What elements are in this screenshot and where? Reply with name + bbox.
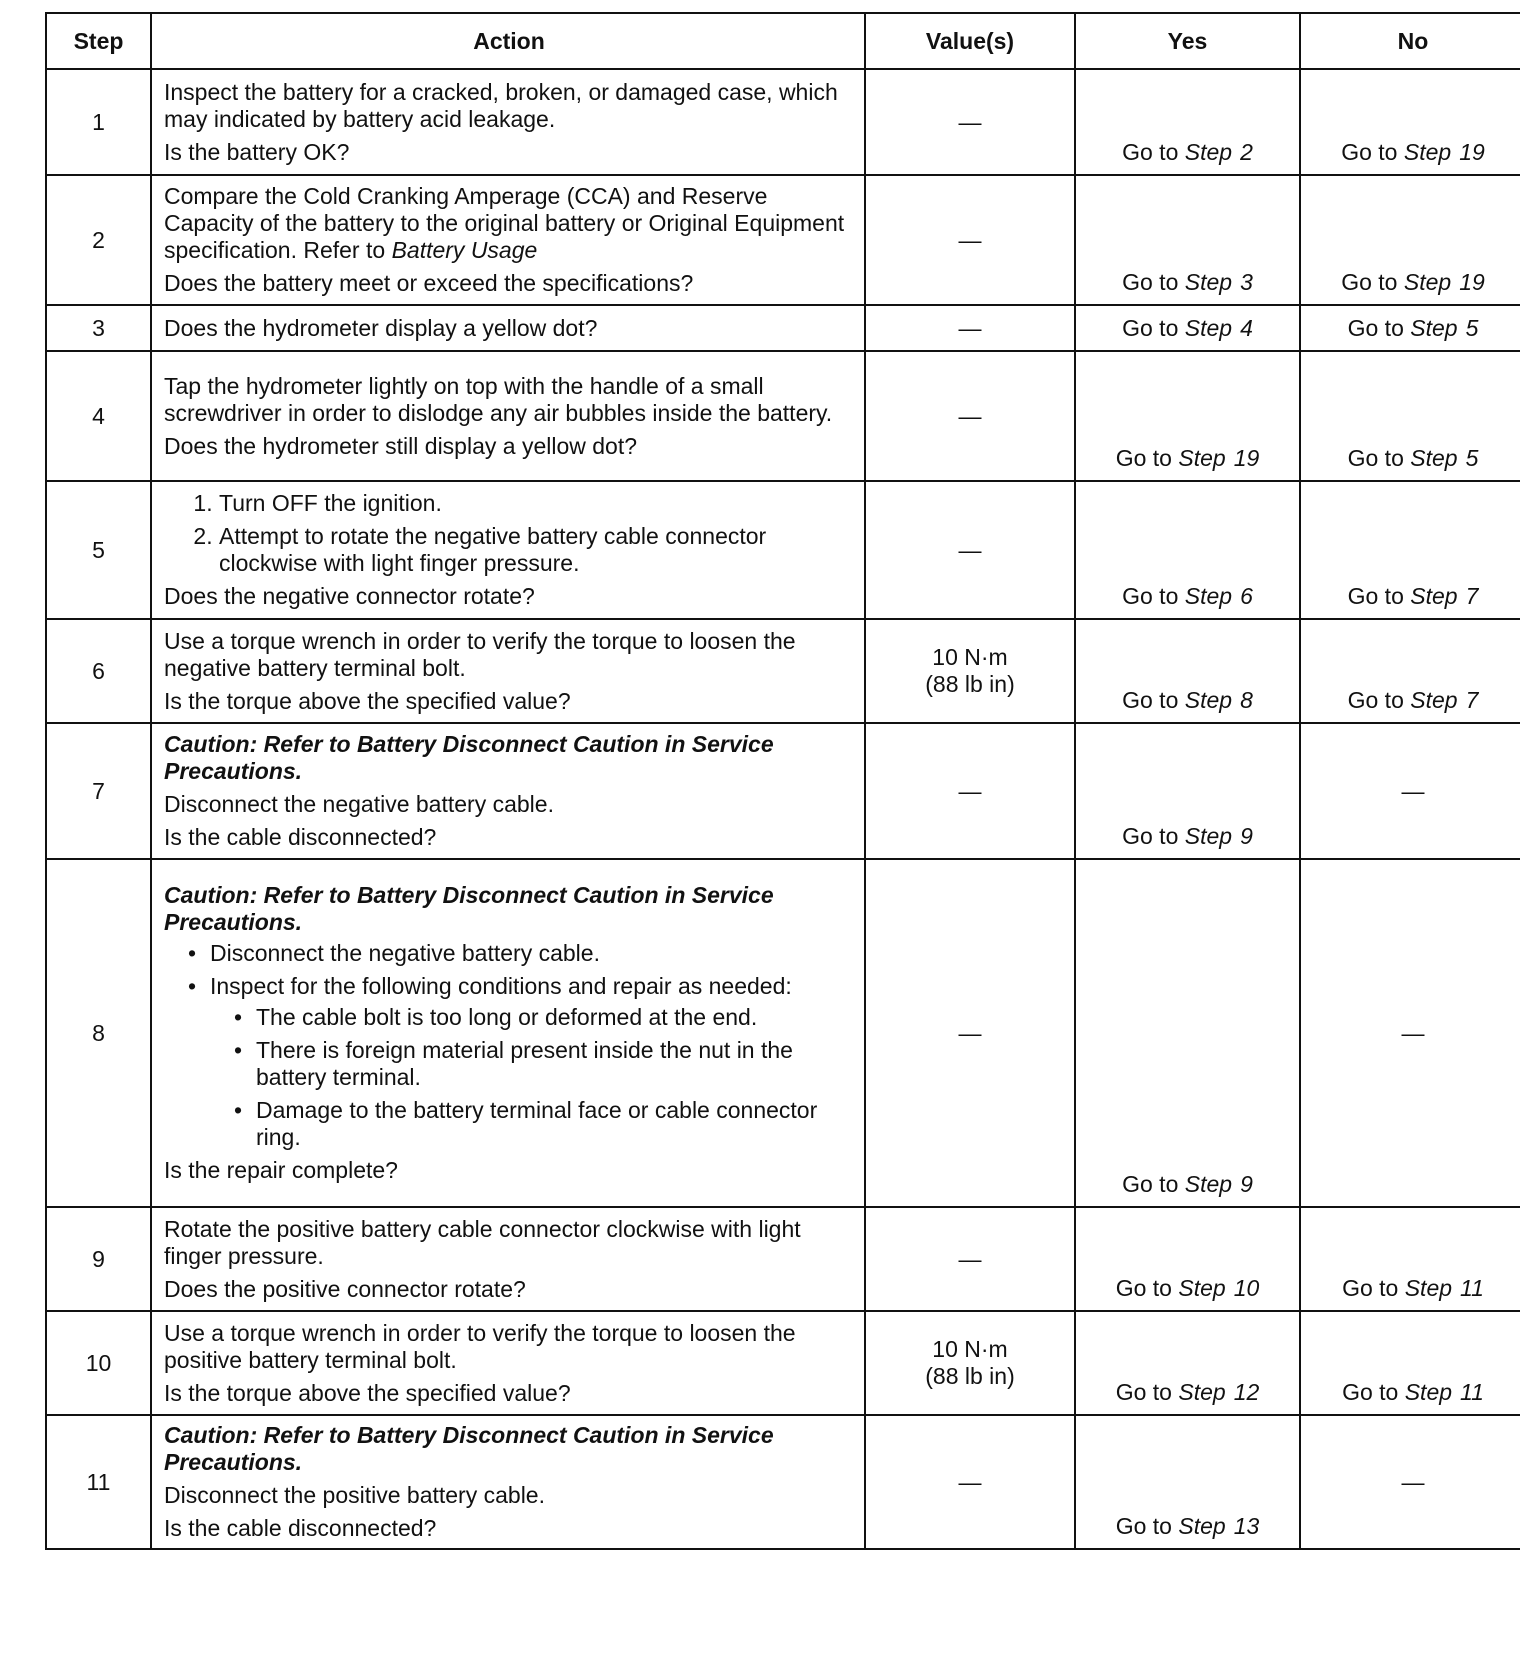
- step-number: 9: [46, 1207, 151, 1311]
- goto-prefix: Go to: [1347, 583, 1411, 609]
- no-dash: —: [1401, 1019, 1425, 1046]
- goto-link[interactable]: [1076, 1171, 1299, 1198]
- action-cell: [151, 305, 865, 351]
- no-cell: [1300, 859, 1520, 1207]
- table-row: [46, 351, 1520, 481]
- list-item: • There is foreign material present inside the nut in the battery terminal.: [256, 1037, 854, 1091]
- step-number: 6: [46, 619, 151, 723]
- no-cell: [1300, 481, 1520, 619]
- question-text: Is the cable disconnected?: [164, 1515, 437, 1541]
- goto-link[interactable]: [1076, 1275, 1299, 1302]
- yes-cell: [1075, 69, 1300, 175]
- goto-step-word: Step: [1184, 583, 1233, 609]
- caution-note: Caution: Refer to Battery Disconnect Caution in Service Precautions.: [164, 731, 774, 784]
- value-dash: —: [958, 108, 982, 135]
- goto-prefix: Go to: [1115, 1513, 1179, 1539]
- no-cell: [1300, 1415, 1520, 1549]
- goto-link[interactable]: [1301, 269, 1520, 296]
- header-values: Value(s): [865, 13, 1075, 69]
- step-number: 1: [46, 69, 151, 175]
- diagnostic-table: [45, 12, 1520, 1550]
- value-cell: [865, 1207, 1075, 1311]
- value-dash: —: [958, 1019, 982, 1046]
- action-text: Tap the hydrometer lightly on top with the handle of a small screwdriver in order to dislodge any air bubbles inside the battery.: [164, 372, 833, 426]
- value-cell: [865, 1311, 1075, 1415]
- header-step: Step: [46, 13, 151, 69]
- yes-cell: [1075, 1207, 1300, 1311]
- action-text: Compare the Cold Cranking Amperage (CCA) and Reserve Capacity of the battery to the original battery or Original Equipment specification. Refer to Battery Usage: [164, 183, 845, 263]
- goto-link[interactable]: [1076, 139, 1299, 166]
- goto-prefix: Go to: [1115, 1379, 1179, 1405]
- action-cell: [151, 723, 865, 859]
- goto-step-number: 5: [1465, 445, 1479, 471]
- goto-prefix: Go to: [1122, 687, 1185, 713]
- yes-cell: [1075, 1415, 1300, 1549]
- goto-prefix: Go to: [1122, 583, 1185, 609]
- no-dash: —: [1401, 777, 1425, 804]
- bullet-list: [164, 940, 854, 1151]
- question-text: Is the torque above the specified value?: [164, 687, 571, 714]
- goto-link[interactable]: [1301, 315, 1520, 342]
- value-cell: [865, 619, 1075, 723]
- no-cell: [1300, 619, 1520, 723]
- yes-cell: [1075, 351, 1300, 481]
- goto-link[interactable]: [1076, 823, 1299, 850]
- yes-cell: [1075, 723, 1300, 859]
- goto-prefix: Go to: [1115, 445, 1179, 471]
- goto-step-number: 6: [1240, 583, 1253, 609]
- no-cell: [1300, 69, 1520, 175]
- table-row: [46, 619, 1520, 723]
- step-number: 2: [46, 175, 151, 305]
- value-torque-imperial: (88 lb in): [925, 671, 1015, 697]
- goto-step-word: Step: [1178, 1275, 1226, 1301]
- goto-step-word: Step: [1410, 445, 1458, 471]
- no-cell: [1300, 175, 1520, 305]
- goto-link[interactable]: [1301, 139, 1520, 166]
- step-number: 10: [46, 1311, 151, 1415]
- goto-prefix: Go to: [1341, 269, 1404, 295]
- header-action: Action: [151, 13, 865, 69]
- action-cell: [151, 175, 865, 305]
- goto-step-word: Step: [1184, 823, 1233, 849]
- goto-step-word: Step: [1403, 139, 1452, 165]
- value-dash: —: [958, 402, 982, 429]
- goto-step-word: Step: [1184, 269, 1233, 295]
- header-yes: Yes: [1075, 13, 1300, 69]
- goto-step-word: Step: [1178, 1513, 1226, 1539]
- goto-link[interactable]: [1076, 445, 1299, 472]
- goto-link[interactable]: [1301, 583, 1520, 610]
- no-dash: —: [1401, 1468, 1425, 1495]
- goto-step-word: Step: [1184, 315, 1233, 341]
- header-no: No: [1300, 13, 1520, 69]
- header-row: [46, 13, 1520, 69]
- value-cell: [865, 175, 1075, 305]
- yes-cell: [1075, 481, 1300, 619]
- action-reference: Battery Usage: [391, 237, 538, 263]
- goto-prefix: Go to: [1341, 139, 1404, 165]
- table-row: [46, 859, 1520, 1207]
- value-torque-imperial: (88 lb in): [925, 1363, 1015, 1389]
- step-number: 7: [46, 723, 151, 859]
- list-item: 2. Attempt to rotate the negative battery cable connector clockwise with light finger pressure.: [219, 523, 854, 577]
- goto-step-word: Step: [1404, 1379, 1453, 1405]
- goto-link[interactable]: [1301, 1275, 1520, 1302]
- table-row: [46, 723, 1520, 859]
- question-text: Is the battery OK?: [164, 138, 350, 165]
- goto-prefix: Go to: [1115, 1275, 1179, 1301]
- goto-step-number: 9: [1240, 823, 1253, 849]
- step-number: 3: [46, 305, 151, 351]
- goto-step-word: Step: [1184, 139, 1233, 165]
- numbered-list: [164, 490, 854, 577]
- action-text: Rotate the positive battery cable connector clockwise with light finger pressure.: [164, 1215, 801, 1269]
- yes-cell: [1075, 175, 1300, 305]
- yes-cell: [1075, 619, 1300, 723]
- no-cell: [1300, 723, 1520, 859]
- value-cell: [865, 723, 1075, 859]
- goto-step-number: 7: [1465, 687, 1479, 713]
- list-item: • Damage to the battery terminal face or cable connector ring.: [256, 1097, 854, 1151]
- list-item: • Disconnect the negative battery cable.: [210, 940, 854, 967]
- table-row: [46, 305, 1520, 351]
- goto-link[interactable]: [1076, 583, 1299, 610]
- goto-step-word: Step: [1410, 687, 1458, 713]
- goto-step-word: Step: [1410, 583, 1458, 609]
- goto-link[interactable]: [1301, 687, 1520, 714]
- goto-step-word: Step: [1178, 445, 1226, 471]
- goto-step-number: 11: [1460, 1379, 1484, 1405]
- table-row: [46, 1415, 1520, 1549]
- no-cell: [1300, 1207, 1520, 1311]
- goto-link[interactable]: [1301, 1379, 1520, 1406]
- goto-step-number: 4: [1240, 315, 1253, 341]
- value-torque-metric: 10 N·m: [932, 1336, 1008, 1362]
- question-text: Is the cable disconnected?: [164, 824, 437, 850]
- action-cell: [151, 1311, 865, 1415]
- action-cell: [151, 1415, 865, 1549]
- action-text: Disconnect the positive battery cable.: [164, 1482, 545, 1508]
- goto-step-number: 7: [1465, 583, 1479, 609]
- goto-link[interactable]: [1076, 269, 1299, 296]
- goto-step-number: 10: [1233, 1275, 1260, 1301]
- question-text: Does the hydrometer still display a yellow dot?: [164, 432, 638, 459]
- table-row: [46, 1311, 1520, 1415]
- yes-cell: [1075, 859, 1300, 1207]
- goto-step-number: 12: [1233, 1379, 1260, 1405]
- yes-cell: [1075, 305, 1300, 351]
- goto-step-number: 3: [1240, 269, 1253, 295]
- goto-prefix: Go to: [1122, 139, 1185, 165]
- action-cell: [151, 1207, 865, 1311]
- goto-step-number: 11: [1460, 1275, 1484, 1301]
- goto-link[interactable]: [1076, 315, 1299, 342]
- no-cell: [1300, 351, 1520, 481]
- value-cell: [865, 1415, 1075, 1549]
- goto-prefix: Go to: [1342, 1379, 1405, 1405]
- value-dash: —: [958, 314, 982, 341]
- value-dash: —: [958, 1245, 982, 1272]
- caution-note: Caution: Refer to Battery Disconnect Caution in Service Precautions.: [164, 882, 774, 935]
- value-dash: —: [958, 536, 982, 563]
- question-text: Does the battery meet or exceed the specifications?: [164, 270, 694, 296]
- action-text: Disconnect the negative battery cable.: [164, 791, 554, 817]
- question-text: Does the hydrometer display a yellow dot?: [164, 314, 598, 341]
- goto-step-word: Step: [1184, 687, 1233, 713]
- step-number: 11: [46, 1415, 151, 1549]
- goto-step-number: 19: [1459, 269, 1485, 295]
- goto-step-word: Step: [1178, 1379, 1226, 1405]
- goto-prefix: Go to: [1122, 269, 1185, 295]
- goto-step-number: 19: [1233, 445, 1260, 471]
- goto-link[interactable]: [1076, 1379, 1299, 1406]
- step-number: 5: [46, 481, 151, 619]
- sub-bullet-list: [210, 1004, 854, 1151]
- goto-prefix: Go to: [1347, 445, 1411, 471]
- goto-step-number: 13: [1233, 1513, 1260, 1539]
- value-dash: —: [958, 226, 982, 253]
- goto-link[interactable]: [1076, 1513, 1299, 1540]
- goto-link[interactable]: [1301, 445, 1520, 472]
- value-dash: —: [958, 777, 982, 804]
- table-row: [46, 69, 1520, 175]
- question-text: Does the positive connector rotate?: [164, 1275, 526, 1302]
- goto-step-word: Step: [1410, 315, 1458, 341]
- goto-prefix: Go to: [1342, 1275, 1405, 1301]
- goto-step-word: Step: [1403, 269, 1452, 295]
- value-dash: —: [958, 1468, 982, 1495]
- goto-prefix: Go to: [1347, 687, 1411, 713]
- table-row: [46, 1207, 1520, 1311]
- caution-note: Caution: Refer to Battery Disconnect Caution in Service Precautions.: [164, 1422, 774, 1475]
- no-cell: [1300, 305, 1520, 351]
- question-text: Does the negative connector rotate?: [164, 583, 535, 609]
- action-cell: [151, 351, 865, 481]
- value-cell: [865, 859, 1075, 1207]
- goto-prefix: Go to: [1122, 823, 1185, 849]
- value-cell: [865, 351, 1075, 481]
- value-cell: [865, 305, 1075, 351]
- question-text: Is the torque above the specified value?: [164, 1379, 571, 1406]
- goto-step-number: 9: [1240, 1171, 1253, 1197]
- action-cell: [151, 619, 865, 723]
- action-cell: [151, 69, 865, 175]
- value-cell: [865, 69, 1075, 175]
- goto-step-number: 5: [1465, 315, 1479, 341]
- goto-link[interactable]: [1076, 687, 1299, 714]
- list-item: • Inspect for the following conditions and repair as needed: • The cable bolt is too long or deformed at the end. • There is foreign material present inside the nut in the battery terminal. • Damage to the battery terminal face or cable connector ring.: [210, 973, 854, 1151]
- list-item: • The cable bolt is too long or deformed at the end.: [256, 1004, 854, 1031]
- goto-step-number: 2: [1240, 139, 1253, 165]
- action-cell: [151, 481, 865, 619]
- goto-prefix: Go to: [1122, 1171, 1185, 1197]
- goto-step-word: Step: [1404, 1275, 1453, 1301]
- value-cell: [865, 481, 1075, 619]
- step-number: 4: [46, 351, 151, 481]
- action-cell: [151, 859, 865, 1207]
- goto-prefix: Go to: [1122, 315, 1185, 341]
- goto-prefix: Go to: [1347, 315, 1411, 341]
- list-item: 1. Turn OFF the ignition.: [219, 490, 854, 517]
- goto-step-number: 19: [1459, 139, 1485, 165]
- value-torque-metric: 10 N·m: [932, 644, 1008, 670]
- table-row: [46, 175, 1520, 305]
- goto-step-number: 8: [1240, 687, 1253, 713]
- yes-cell: [1075, 1311, 1300, 1415]
- no-cell: [1300, 1311, 1520, 1415]
- action-text: Use a torque wrench in order to verify the torque to loosen the negative battery terminal bolt.: [164, 627, 796, 681]
- step-number: 8: [46, 859, 151, 1207]
- table-row: [46, 481, 1520, 619]
- goto-step-word: Step: [1184, 1171, 1233, 1197]
- question-text: Is the repair complete?: [164, 1157, 398, 1183]
- action-text: Use a torque wrench in order to verify the torque to loosen the positive battery terminal bolt.: [164, 1319, 796, 1373]
- table-body: [46, 69, 1520, 1549]
- action-text: Inspect the battery for a cracked, broken, or damaged case, which may indicated by battery acid leakage.: [164, 78, 838, 132]
